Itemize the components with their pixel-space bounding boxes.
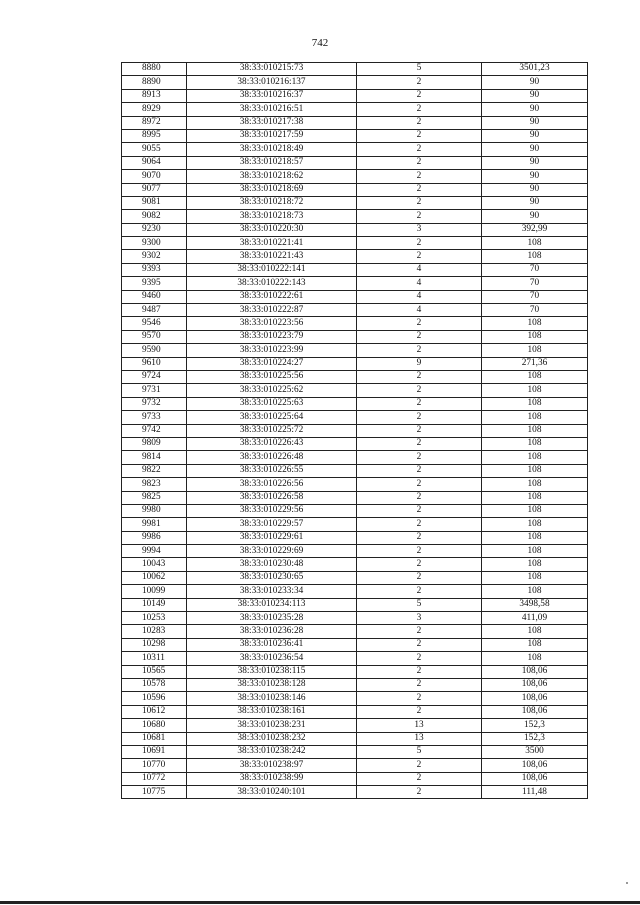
table-row (122, 76, 588, 89)
row-number-cell: 9070 (122, 170, 187, 183)
area-cell: 108,06 (482, 692, 588, 705)
area-cell: 70 (482, 277, 588, 290)
count-cell: 2 (357, 76, 482, 89)
area-cell: 108 (482, 464, 588, 477)
cadastral-number-cell: 38:33:010229:56 (187, 504, 357, 517)
count-cell: 2 (357, 330, 482, 343)
row-number-cell: 9487 (122, 304, 187, 317)
table-row (122, 370, 588, 383)
area-cell: 90 (482, 196, 588, 209)
cadastral-number-cell: 38:33:010225:62 (187, 384, 357, 397)
row-number-cell: 10680 (122, 719, 187, 732)
area-cell: 108 (482, 437, 588, 450)
table-row (122, 290, 588, 303)
count-cell: 2 (357, 705, 482, 718)
area-cell: 152,3 (482, 719, 588, 732)
area-cell: 108 (482, 491, 588, 504)
cadastral-number-cell: 38:33:010238:115 (187, 665, 357, 678)
count-cell: 2 (357, 571, 482, 584)
cadastral-number-cell: 38:33:010223:99 (187, 344, 357, 357)
area-cell: 108 (482, 397, 588, 410)
count-cell: 2 (357, 437, 482, 450)
cadastral-number-cell: 38:33:010238:128 (187, 678, 357, 691)
area-cell: 3501,23 (482, 63, 588, 76)
count-cell: 2 (357, 384, 482, 397)
cadastral-number-cell: 38:33:010218:49 (187, 143, 357, 156)
area-cell: 108 (482, 518, 588, 531)
area-cell: 108,06 (482, 759, 588, 772)
row-number-cell: 9994 (122, 545, 187, 558)
table-row (122, 143, 588, 156)
cadastral-number-cell: 38:33:010238:146 (187, 692, 357, 705)
cadastral-number-cell: 38:33:010230:65 (187, 571, 357, 584)
count-cell: 5 (357, 63, 482, 76)
row-number-cell: 10565 (122, 665, 187, 678)
table-row (122, 263, 588, 276)
count-cell: 2 (357, 237, 482, 250)
row-number-cell: 8972 (122, 116, 187, 129)
row-number-cell: 9823 (122, 478, 187, 491)
table-row (122, 732, 588, 745)
count-cell: 2 (357, 772, 482, 785)
row-number-cell: 9302 (122, 250, 187, 263)
cadastral-number-cell: 38:33:010240:101 (187, 786, 357, 799)
count-cell: 2 (357, 103, 482, 116)
area-cell: 108 (482, 344, 588, 357)
table-row (122, 598, 588, 611)
row-number-cell: 10681 (122, 732, 187, 745)
cadastral-number-cell: 38:33:010223:56 (187, 317, 357, 330)
table-row (122, 678, 588, 691)
cadastral-number-cell: 38:33:010238:232 (187, 732, 357, 745)
cadastral-number-cell: 38:33:010235:28 (187, 612, 357, 625)
area-cell: 108 (482, 652, 588, 665)
area-cell: 108 (482, 384, 588, 397)
area-cell: 108 (482, 571, 588, 584)
area-cell: 70 (482, 304, 588, 317)
row-number-cell: 8890 (122, 76, 187, 89)
cadastral-number-cell: 38:33:010216:37 (187, 89, 357, 102)
row-number-cell: 10772 (122, 772, 187, 785)
cadastral-number-cell: 38:33:010236:28 (187, 625, 357, 638)
count-cell: 2 (357, 397, 482, 410)
row-number-cell: 9590 (122, 344, 187, 357)
area-cell: 108 (482, 625, 588, 638)
table-row (122, 719, 588, 732)
count-cell: 2 (357, 491, 482, 504)
area-cell: 90 (482, 170, 588, 183)
row-number-cell: 10043 (122, 558, 187, 571)
row-number-cell: 9055 (122, 143, 187, 156)
table-row (122, 545, 588, 558)
table-row (122, 518, 588, 531)
count-cell: 2 (357, 424, 482, 437)
cadastral-number-cell: 38:33:010225:56 (187, 370, 357, 383)
row-number-cell: 9825 (122, 491, 187, 504)
table-row (122, 504, 588, 517)
area-cell: 108 (482, 424, 588, 437)
table-row (122, 478, 588, 491)
count-cell: 4 (357, 277, 482, 290)
cadastral-number-cell: 38:33:010229:69 (187, 545, 357, 558)
table-row (122, 210, 588, 223)
count-cell: 4 (357, 290, 482, 303)
table-row (122, 424, 588, 437)
table-row (122, 692, 588, 705)
area-cell: 70 (482, 290, 588, 303)
cadastral-number-cell: 38:33:010224:27 (187, 357, 357, 370)
count-cell: 2 (357, 170, 482, 183)
table-row (122, 237, 588, 250)
cadastral-number-cell: 38:33:010238:242 (187, 745, 357, 758)
table-row (122, 772, 588, 785)
table-row (122, 223, 588, 236)
table-row (122, 304, 588, 317)
table-body (122, 63, 588, 799)
table-row (122, 625, 588, 638)
cadastral-number-cell: 38:33:010216:137 (187, 76, 357, 89)
cadastral-number-cell: 38:33:010216:51 (187, 103, 357, 116)
row-number-cell: 9077 (122, 183, 187, 196)
row-number-cell: 8880 (122, 63, 187, 76)
count-cell: 2 (357, 786, 482, 799)
cadastral-number-cell: 38:33:010226:56 (187, 478, 357, 491)
count-cell: 2 (357, 638, 482, 651)
row-number-cell: 9300 (122, 237, 187, 250)
row-number-cell: 10062 (122, 571, 187, 584)
count-cell: 3 (357, 612, 482, 625)
cadastral-number-cell: 38:33:010221:43 (187, 250, 357, 263)
cadastral-number-cell: 38:33:010238:97 (187, 759, 357, 772)
table-row (122, 451, 588, 464)
count-cell: 2 (357, 504, 482, 517)
count-cell: 2 (357, 518, 482, 531)
row-number-cell: 10691 (122, 745, 187, 758)
table-row (122, 638, 588, 651)
table-row (122, 464, 588, 477)
row-number-cell: 9814 (122, 451, 187, 464)
table-row (122, 571, 588, 584)
row-number-cell: 8913 (122, 89, 187, 102)
row-number-cell: 9460 (122, 290, 187, 303)
area-cell: 108 (482, 638, 588, 651)
area-cell: 108 (482, 585, 588, 598)
cadastral-number-cell: 38:33:010226:43 (187, 437, 357, 450)
table-row (122, 129, 588, 142)
area-cell: 108 (482, 451, 588, 464)
count-cell: 4 (357, 263, 482, 276)
count-cell: 2 (357, 344, 482, 357)
cadastral-number-cell: 38:33:010225:64 (187, 411, 357, 424)
area-cell: 108 (482, 504, 588, 517)
cadastral-number-cell: 38:33:010236:41 (187, 638, 357, 651)
cadastral-number-cell: 38:33:010218:62 (187, 170, 357, 183)
table-row (122, 705, 588, 718)
area-cell: 108 (482, 478, 588, 491)
table-row (122, 612, 588, 625)
count-cell: 2 (357, 156, 482, 169)
row-number-cell: 10612 (122, 705, 187, 718)
table-row (122, 585, 588, 598)
cadastral-number-cell: 38:33:010217:38 (187, 116, 357, 129)
cadastral-number-cell: 38:33:010223:79 (187, 330, 357, 343)
cadastral-number-cell: 38:33:010222:141 (187, 263, 357, 276)
table-row (122, 89, 588, 102)
area-cell: 108,06 (482, 678, 588, 691)
cadastral-number-cell: 38:33:010220:30 (187, 223, 357, 236)
table-row (122, 103, 588, 116)
bottom-border (0, 901, 640, 904)
area-cell: 411,09 (482, 612, 588, 625)
cadastral-number-cell: 38:33:010229:61 (187, 531, 357, 544)
cadastral-number-cell: 38:33:010218:72 (187, 196, 357, 209)
count-cell: 2 (357, 678, 482, 691)
table-row (122, 196, 588, 209)
table-row (122, 330, 588, 343)
count-cell: 2 (357, 129, 482, 142)
area-cell: 152,3 (482, 732, 588, 745)
row-number-cell: 9822 (122, 464, 187, 477)
count-cell: 2 (357, 89, 482, 102)
count-cell: 2 (357, 464, 482, 477)
area-cell: 90 (482, 116, 588, 129)
row-number-cell: 10770 (122, 759, 187, 772)
count-cell: 2 (357, 759, 482, 772)
table-row (122, 357, 588, 370)
area-cell: 108 (482, 237, 588, 250)
cadastral-number-cell: 38:33:010236:54 (187, 652, 357, 665)
row-number-cell: 9733 (122, 411, 187, 424)
area-cell: 90 (482, 129, 588, 142)
table-row (122, 156, 588, 169)
area-cell: 108 (482, 411, 588, 424)
table-row (122, 411, 588, 424)
cadastral-number-cell: 38:33:010225:63 (187, 397, 357, 410)
area-cell: 392,99 (482, 223, 588, 236)
count-cell: 2 (357, 665, 482, 678)
area-cell: 111,48 (482, 786, 588, 799)
area-cell: 90 (482, 89, 588, 102)
count-cell: 2 (357, 585, 482, 598)
cadastral-number-cell: 38:33:010215:73 (187, 63, 357, 76)
count-cell: 2 (357, 317, 482, 330)
area-cell: 108,06 (482, 705, 588, 718)
cadastral-number-cell: 38:33:010222:143 (187, 277, 357, 290)
cadastral-number-cell: 38:33:010238:161 (187, 705, 357, 718)
row-number-cell: 9081 (122, 196, 187, 209)
scan-mark (626, 882, 628, 884)
cadastral-number-cell: 38:33:010218:69 (187, 183, 357, 196)
row-number-cell: 9610 (122, 357, 187, 370)
table-row (122, 437, 588, 450)
cadastral-number-cell: 38:33:010238:99 (187, 772, 357, 785)
area-cell: 90 (482, 210, 588, 223)
count-cell: 2 (357, 116, 482, 129)
count-cell: 2 (357, 558, 482, 571)
count-cell: 2 (357, 652, 482, 665)
count-cell: 2 (357, 183, 482, 196)
row-number-cell: 10253 (122, 612, 187, 625)
row-number-cell: 9082 (122, 210, 187, 223)
count-cell: 2 (357, 250, 482, 263)
area-cell: 108 (482, 558, 588, 571)
row-number-cell: 9230 (122, 223, 187, 236)
count-cell: 5 (357, 598, 482, 611)
table-row (122, 250, 588, 263)
count-cell: 2 (357, 692, 482, 705)
table-row (122, 384, 588, 397)
cadastral-number-cell: 38:33:010218:57 (187, 156, 357, 169)
area-cell: 271,36 (482, 357, 588, 370)
count-cell: 4 (357, 304, 482, 317)
row-number-cell: 9980 (122, 504, 187, 517)
cadastral-table (121, 62, 588, 799)
area-cell: 108 (482, 317, 588, 330)
count-cell: 2 (357, 370, 482, 383)
area-cell: 108 (482, 250, 588, 263)
area-cell: 108 (482, 545, 588, 558)
cadastral-number-cell: 38:33:010222:87 (187, 304, 357, 317)
row-number-cell: 9809 (122, 437, 187, 450)
cadastral-number-cell: 38:33:010218:73 (187, 210, 357, 223)
cadastral-number-cell: 38:33:010226:55 (187, 464, 357, 477)
cadastral-number-cell: 38:33:010217:59 (187, 129, 357, 142)
row-number-cell: 9570 (122, 330, 187, 343)
count-cell: 2 (357, 411, 482, 424)
count-cell: 5 (357, 745, 482, 758)
cadastral-number-cell: 38:33:010225:72 (187, 424, 357, 437)
row-number-cell: 9395 (122, 277, 187, 290)
row-number-cell: 9742 (122, 424, 187, 437)
table-row (122, 317, 588, 330)
area-cell: 108,06 (482, 772, 588, 785)
count-cell: 2 (357, 143, 482, 156)
row-number-cell: 9724 (122, 370, 187, 383)
cadastral-number-cell: 38:33:010221:41 (187, 237, 357, 250)
count-cell: 9 (357, 357, 482, 370)
row-number-cell: 10578 (122, 678, 187, 691)
row-number-cell: 9064 (122, 156, 187, 169)
cadastral-number-cell: 38:33:010226:48 (187, 451, 357, 464)
cadastral-number-cell: 38:33:010230:48 (187, 558, 357, 571)
count-cell: 13 (357, 732, 482, 745)
table-row (122, 491, 588, 504)
count-cell: 2 (357, 210, 482, 223)
table-row (122, 116, 588, 129)
area-cell: 90 (482, 76, 588, 89)
area-cell: 3500 (482, 745, 588, 758)
row-number-cell: 10596 (122, 692, 187, 705)
cadastral-number-cell: 38:33:010226:58 (187, 491, 357, 504)
row-number-cell: 10311 (122, 652, 187, 665)
row-number-cell: 10775 (122, 786, 187, 799)
row-number-cell: 9731 (122, 384, 187, 397)
cadastral-number-cell: 38:33:010238:231 (187, 719, 357, 732)
table-row (122, 170, 588, 183)
table-row (122, 397, 588, 410)
count-cell: 2 (357, 625, 482, 638)
area-cell: 108 (482, 370, 588, 383)
table-row (122, 652, 588, 665)
count-cell: 13 (357, 719, 482, 732)
table-row (122, 745, 588, 758)
row-number-cell: 8929 (122, 103, 187, 116)
cadastral-number-cell: 38:33:010229:57 (187, 518, 357, 531)
area-cell: 90 (482, 143, 588, 156)
area-cell: 108 (482, 330, 588, 343)
row-number-cell: 9986 (122, 531, 187, 544)
count-cell: 2 (357, 545, 482, 558)
table-row (122, 344, 588, 357)
area-cell: 90 (482, 156, 588, 169)
count-cell: 2 (357, 478, 482, 491)
row-number-cell: 9393 (122, 263, 187, 276)
table-row (122, 759, 588, 772)
row-number-cell: 10283 (122, 625, 187, 638)
table-row (122, 558, 588, 571)
area-cell: 90 (482, 103, 588, 116)
count-cell: 3 (357, 223, 482, 236)
area-cell: 3498,58 (482, 598, 588, 611)
row-number-cell: 10298 (122, 638, 187, 651)
row-number-cell: 10099 (122, 585, 187, 598)
table-row (122, 665, 588, 678)
row-number-cell: 8995 (122, 129, 187, 142)
count-cell: 2 (357, 196, 482, 209)
cadastral-number-cell: 38:33:010234:113 (187, 598, 357, 611)
area-cell: 90 (482, 183, 588, 196)
area-cell: 108 (482, 531, 588, 544)
table-row (122, 277, 588, 290)
area-cell: 108,06 (482, 665, 588, 678)
row-number-cell: 9981 (122, 518, 187, 531)
table-row (122, 786, 588, 799)
count-cell: 2 (357, 531, 482, 544)
area-cell: 70 (482, 263, 588, 276)
table-row (122, 63, 588, 76)
table-row (122, 183, 588, 196)
cadastral-number-cell: 38:33:010233:34 (187, 585, 357, 598)
cadastral-number-cell: 38:33:010222:61 (187, 290, 357, 303)
table-row (122, 531, 588, 544)
count-cell: 2 (357, 451, 482, 464)
row-number-cell: 9732 (122, 397, 187, 410)
row-number-cell: 9546 (122, 317, 187, 330)
row-number-cell: 10149 (122, 598, 187, 611)
page-number: 742 (311, 37, 329, 49)
